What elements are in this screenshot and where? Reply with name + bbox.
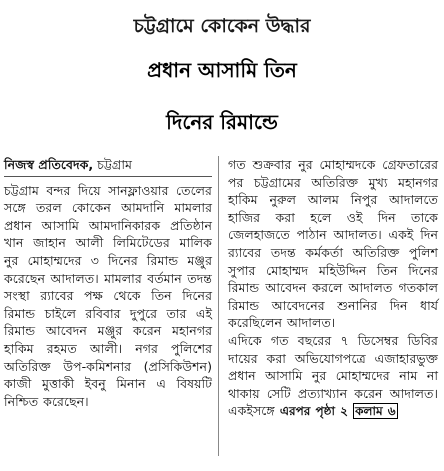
continuation-note — [275, 403, 398, 419]
previous-article-strip: ····· ·· ····· ····· ·· ···· ·· · ······ ········ ··· ··· ····· ··· ·· ·· ···· ···· ····· ········ · ·· ········· — [0, 0, 252, 4]
continuation-text: এরপর পৃষ্ঠা ২ — [274, 404, 354, 419]
headline-line-1: প্রধান আসামি তিন — [147, 58, 297, 82]
article-body-left — [4, 182, 212, 411]
article-column-left — [4, 156, 212, 410]
paragraph: গত শুক্রবার নুর মোহাম্মদকে গ্রেফতারের পর চট্টগ্রামের অতিরিক্ত মুখ্য মহানগর হাকিম নুরুল আলম নিপুর আদালতে হাজির করা হলে ওই দিন তাকে জেলহাজতে পাঠান আদালত। একই দিন র‍্যাবের তদন্ত কর্মকর্তা অতিরিক্ত পুলিশ সুপার মোহাম্মদ মহিউদ্দিন তিন দিনের রিমান্ড আবেদন করলে আদালত গতকাল রিমান্ড আবেদনের শুনানির দিন ধার্য করেছিলেন আদালত। — [228, 157, 438, 331]
byline-reporter: নিজস্ব প্রতিবেদক, — [4, 157, 94, 172]
article-column-right — [228, 156, 438, 421]
paragraph — [228, 332, 438, 421]
headline-line-2: দিনের রিমান্ডে — [166, 110, 278, 134]
paragraph-text: এদিকে গত বছরের ৭ ডিসেম্বর ডিবির দায়ের করা অভিযোগপত্রে এজাহারভুক্ত প্রধান আসামি নুর মোহাম্মদের নাম না থাকায় সেটি প্রত্যাখ্যান করেন আদালত। একইসঙ্গে — [228, 332, 438, 419]
paragraph: চট্টগ্রাম বন্দর দিয়ে সানফ্লাওয়ার তেলের সঙ্গে তরল কোকেন আমদানি মামলার প্রধান আসামি আমদানিকারক প্রতিষ্ঠান খান জাহান আলী লিমিটেডের মালিক নুর মোহাম্মদের ৩ দিনের রিমান্ড মঞ্জুর করেছেন আদালত। মামলার বর্তমান তদন্ত সংস্থা র‍্যাবের পক্ষ থেকে তিন দিনের রিমান্ড চাইলে রবিবার দুপুরে তার এই রিমান্ড আবেদন মঞ্জুর করেন মহানগর হাকিম রহমত আলী। নগর পুলিশের অতিরিক্ত উপ-কমিশনার (প্রসিকিউশন) কাজী মুত্তাকী ইবনু মিনান এ বিষয়টি নিশ্চিত করেছেন। — [4, 182, 212, 409]
byline-location: চট্টগ্রাম — [93, 157, 132, 172]
article-body-right — [228, 156, 438, 421]
continuation-column-ref: কলাম ৬ — [355, 404, 396, 419]
column-divider — [218, 156, 219, 456]
byline — [4, 156, 212, 177]
kicker: চট্টগ্রামে কোকেন উদ্ধার — [133, 15, 311, 37]
